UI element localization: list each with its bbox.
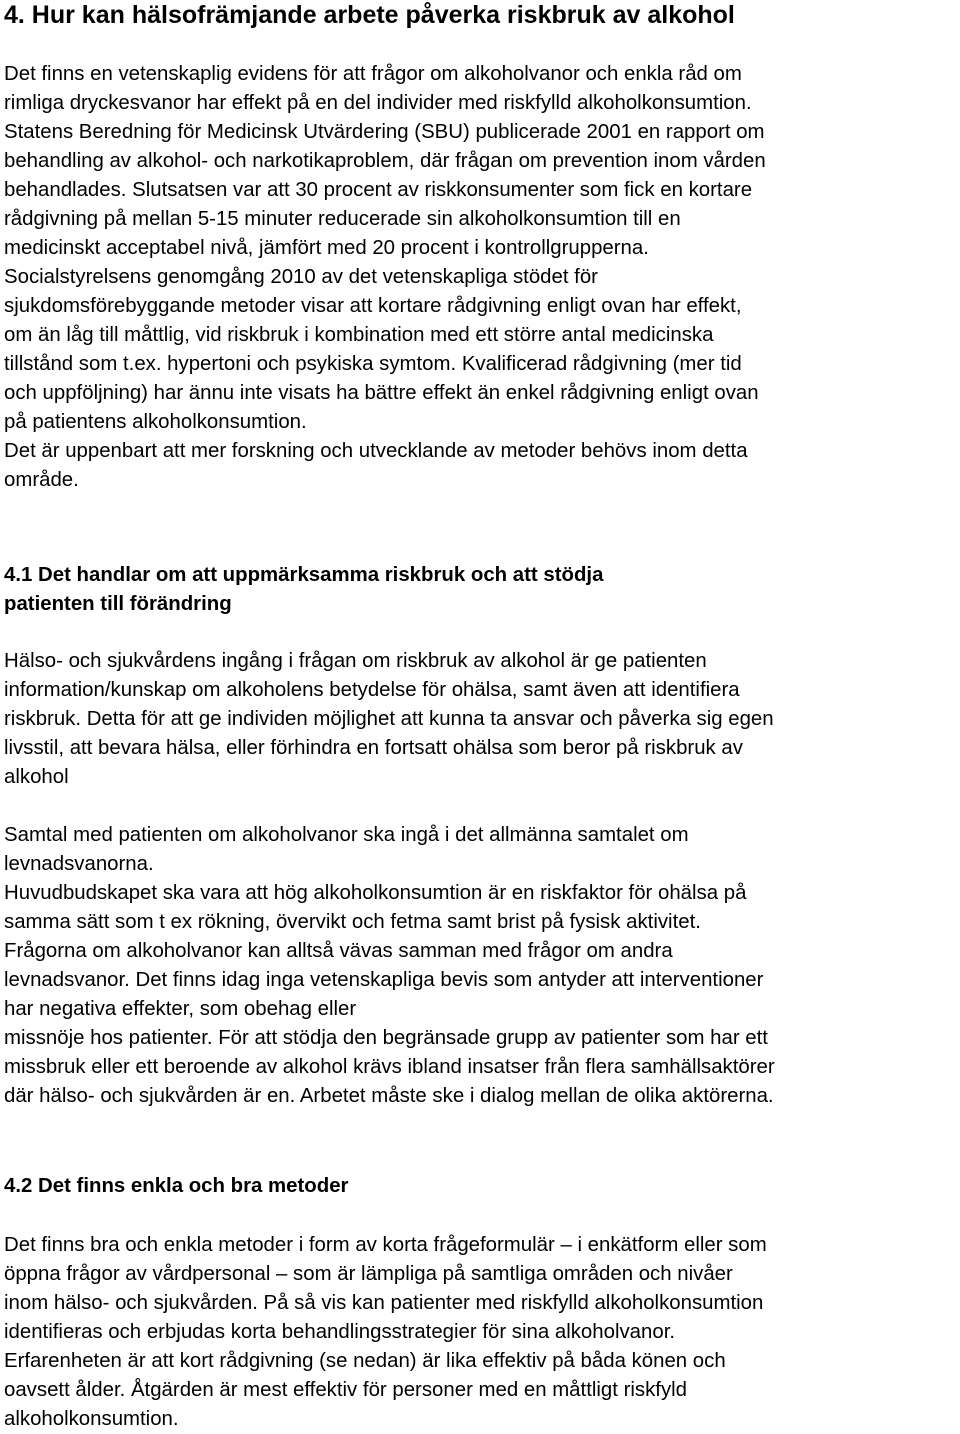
body-line: Det finns en vetenskaplig evidens för att frågor om alkoholvanor och enkla råd om bbox=[4, 63, 742, 85]
body-line: Det är uppenbart att mer forskning och utvecklande av metoder behövs inom detta bbox=[4, 440, 748, 462]
section-4-1-paragraph-2 bbox=[4, 821, 960, 1111]
section-4-1-heading bbox=[4, 561, 960, 619]
body-line: där hälso- och sjukvården är en. Arbetet måste ske i dialog mellan de olika aktörerna. bbox=[4, 1085, 774, 1107]
section-4-2-heading: 4.2 Det finns enkla och bra metoder bbox=[4, 1175, 349, 1197]
body-line: levnadsvanor. Det finns idag inga vetenskapliga bevis som antyder att interventioner bbox=[4, 969, 764, 991]
body-line: tillstånd som t.ex. hypertoni och psykiska symtom. Kvalificerad rådgivning (mer tid bbox=[4, 353, 742, 375]
body-line: Samtal med patienten om alkoholvanor ska ingå i det allmänna samtalet om bbox=[4, 824, 689, 846]
body-line: oavsett ålder. Åtgärden är mest effektiv för personer med en måttligt riskfyld bbox=[4, 1379, 688, 1401]
section-4-1-paragraph-1 bbox=[4, 647, 960, 792]
body-line: inom hälso- och sjukvården. På så vis kan patienter med riskfylld alkoholkonsumtion bbox=[4, 1292, 764, 1314]
body-line: på patientens alkoholkonsumtion. bbox=[4, 411, 307, 433]
body-line: rimliga dryckesvanor har effekt på en del individer med riskfylld alkoholkonsumtion. bbox=[4, 92, 752, 114]
body-line: Socialstyrelsens genomgång 2010 av det vetenskapliga stödet för bbox=[4, 266, 598, 288]
body-line: missbruk eller ett beroende av alkohol krävs ibland insatser från flera samhällsaktörer bbox=[4, 1056, 775, 1078]
body-line: alkoholkonsumtion. bbox=[4, 1408, 179, 1430]
body-line: alkohol bbox=[4, 766, 69, 788]
body-line: behandling av alkohol- och narkotikaproblem, där frågan om prevention inom vården bbox=[4, 150, 766, 172]
body-line: samma sätt som t ex rökning, övervikt och fetma samt brist på fysisk aktivitet. bbox=[4, 911, 701, 933]
section-4-body bbox=[4, 60, 960, 495]
body-line: öppna frågor av vårdpersonal – som är lämpliga på samtliga områden och nivåer bbox=[4, 1263, 733, 1285]
body-line: behandlades. Slutsatsen var att 30 procent av riskkonsumenter som fick en kortare bbox=[4, 179, 753, 201]
body-line: information/kunskap om alkoholens betydelse för ohälsa, samt även att identifiera bbox=[4, 679, 740, 701]
body-line: Erfarenheten är att kort rådgivning (se nedan) är lika effektiv på båda könen och bbox=[4, 1350, 726, 1372]
body-line: om än låg till måttlig, vid riskbruk i kombination med ett större antal medicinska bbox=[4, 324, 714, 346]
body-line: Statens Beredning för Medicinsk Utvärdering (SBU) publicerade 2001 en rapport om bbox=[4, 121, 765, 143]
heading-line: 4.1 Det handlar om att uppmärksamma riskbruk och att stödja bbox=[4, 564, 604, 586]
body-line: medicinskt acceptabel nivå, jämfört med 20 procent i kontrollgrupperna. bbox=[4, 237, 649, 259]
body-line: område. bbox=[4, 469, 79, 491]
body-line: Det finns bra och enkla metoder i form av korta frågeformulär – i enkätform eller som bbox=[4, 1234, 767, 1256]
body-line: sjukdomsförebyggande metoder visar att kortare rådgivning enligt ovan har effekt, bbox=[4, 295, 742, 317]
body-line: levnadsvanorna. bbox=[4, 853, 154, 875]
body-line: missnöje hos patienter. För att stödja den begränsade grupp av patienter som har ett bbox=[4, 1027, 768, 1049]
body-line: Hälso- och sjukvårdens ingång i frågan om riskbruk av alkohol är ge patienten bbox=[4, 650, 707, 672]
body-line: rådgivning på mellan 5-15 minuter reducerade sin alkoholkonsumtion till en bbox=[4, 208, 681, 230]
section-4-2-body bbox=[4, 1231, 960, 1434]
body-line: Frågorna om alkoholvanor kan alltså vävas samman med frågor om andra bbox=[4, 940, 673, 962]
heading-line: patienten till förändring bbox=[4, 593, 232, 615]
body-line: har negativa effekter, som obehag eller bbox=[4, 998, 357, 1020]
body-line: Huvudbudskapet ska vara att hög alkoholkonsumtion är en riskfaktor för ohälsa på bbox=[4, 882, 747, 904]
section-4-heading: 4. Hur kan hälsofrämjande arbete påverka riskbruk av alkohol bbox=[4, 1, 735, 29]
body-line: identifieras och erbjudas korta behandlingsstrategier för sina alkoholvanor. bbox=[4, 1321, 676, 1343]
body-line: riskbruk. Detta för att ge individen möjlighet att kunna ta ansvar och påverka sig egen bbox=[4, 708, 774, 730]
body-line: och uppföljning) har ännu inte visats ha bättre effekt än enkel rådgivning enligt ovan bbox=[4, 382, 759, 404]
body-line: livsstil, att bevara hälsa, eller förhindra en fortsatt ohälsa som beror på riskbruk av bbox=[4, 737, 743, 759]
